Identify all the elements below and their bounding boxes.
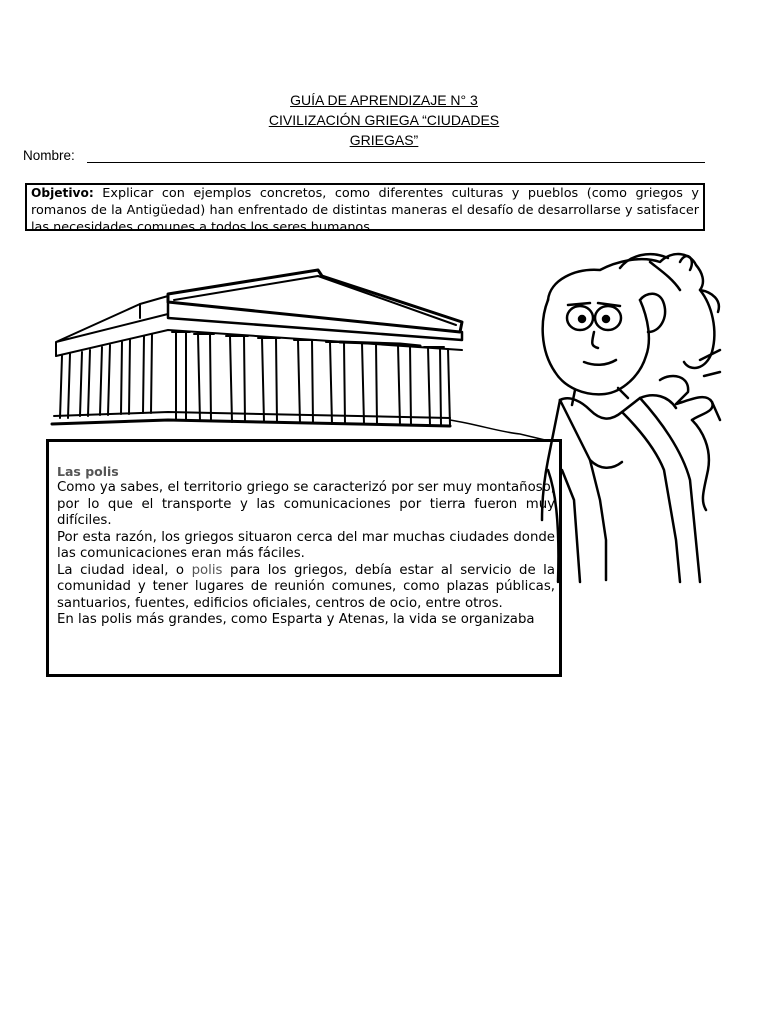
paragraph-1: Como ya sabes, el territorio griego se caracterizó por ser muy montañoso, por lo que el transporte y las comunicaciones por tierra fueron muy difíciles. (57, 480, 555, 528)
paragraph-3 (57, 563, 555, 613)
objective-text: Explicar con ejemplos concretos, como diferentes culturas y pueblos (como griegos y romanos de la Antigüedad) han enfrentado de distintas maneras el desafío de desarrollarse y satisfacer las necesidades comunes a todos los seres humanos. (31, 186, 699, 235)
objective-box (25, 183, 705, 235)
greek-woman-drawing-icon (542, 254, 720, 582)
name-field[interactable] (23, 148, 705, 166)
objective-label: Objetivo: (31, 186, 94, 200)
title-line-2: CIVILIZACIÓN GRIEGA “CIUDADES (268, 112, 500, 128)
section-heading: Las polis (57, 464, 119, 479)
document-title (180, 90, 588, 150)
paragraph-3-end: para los griegos, debía estar al servicio de la comunidad y tener lugares de reunión comunes, como plazas públicas, santuarios, fuentes, edificios oficiales, centros de ocio, entre otros. (57, 562, 555, 611)
name-underline[interactable] (87, 162, 705, 163)
title-line-3: GRIEGAS” (349, 132, 419, 148)
title-line-1: GUÍA DE APRENDIZAJE N° 3 (290, 92, 478, 108)
content-box (46, 439, 562, 677)
parthenon-drawing-icon (52, 270, 462, 426)
name-label: Nombre: (23, 148, 75, 163)
polis-term: polis (191, 562, 223, 578)
paragraph-4: En las polis más grandes, como Esparta y Atenas, la vida se organizaba (57, 612, 535, 627)
paragraph-2: Por esta razón, los griegos situaron cerca del mar muchas ciudades donde las comunicaciones eran más fáciles. (57, 529, 555, 561)
paragraph-3-start: La ciudad ideal, o (57, 562, 192, 578)
connector-line (450, 420, 545, 440)
